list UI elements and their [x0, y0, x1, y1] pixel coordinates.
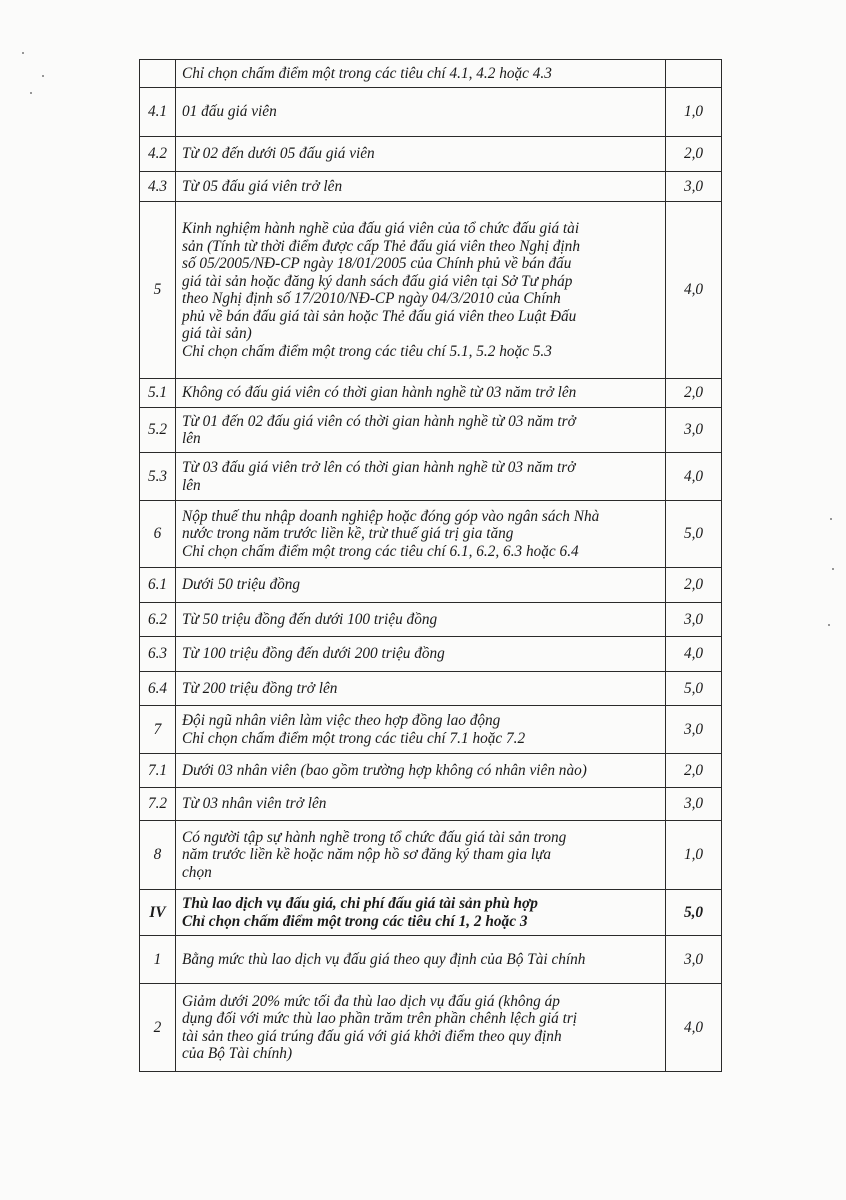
criterion-description: [176, 568, 666, 603]
criterion-description: [176, 754, 666, 788]
criterion-description: [176, 202, 666, 379]
criterion-line: Từ 03 nhân viên trở lên: [182, 795, 327, 813]
criterion-number: 5.2: [140, 408, 176, 453]
scan-speck: [828, 624, 830, 626]
criterion-score: 2,0: [666, 568, 722, 603]
criteria-table: [139, 59, 722, 1072]
criterion-description: [176, 672, 666, 706]
criterion-description: [176, 408, 666, 453]
scan-speck: [30, 92, 32, 94]
criteria-row: [140, 88, 722, 137]
criterion-line: Chỉ chọn chấm điểm một trong các tiêu chí 5.1, 5.2 hoặc 5.3: [182, 342, 552, 360]
criteria-row: [140, 172, 722, 202]
criterion-number: IV: [140, 890, 176, 936]
criterion-line: Chỉ chọn chấm điểm một trong các tiêu chí 1, 2 hoặc 3: [182, 912, 528, 930]
criterion-score: 1,0: [666, 88, 722, 137]
criterion-score: [666, 60, 722, 88]
criterion-score: 4,0: [666, 453, 722, 501]
criteria-row: [140, 637, 722, 672]
criterion-line: Có người tập sự hành nghề trong tổ chức đấu giá tài sản trong: [182, 828, 567, 846]
criterion-number: 8: [140, 821, 176, 890]
criterion-score: 3,0: [666, 172, 722, 202]
criterion-line: chọn: [182, 863, 212, 881]
criterion-score: 5,0: [666, 672, 722, 706]
criteria-row: [140, 672, 722, 706]
criterion-score: 4,0: [666, 202, 722, 379]
criteria-row: [140, 821, 722, 890]
criterion-score: 4,0: [666, 637, 722, 672]
criterion-description: [176, 603, 666, 637]
criterion-score: 3,0: [666, 788, 722, 821]
criterion-line: 01 đấu giá viên: [182, 103, 277, 121]
criterion-line: Dưới 03 nhân viên (bao gồm trường hợp không có nhân viên nào): [182, 761, 587, 779]
criteria-row: [140, 603, 722, 637]
criteria-row: [140, 408, 722, 453]
criteria-row: [140, 936, 722, 984]
criterion-line: Từ 100 triệu đồng đến dưới 200 triệu đồng: [182, 645, 445, 663]
criterion-number: [140, 60, 176, 88]
criterion-line: Nộp thuế thu nhập doanh nghiệp hoặc đóng góp vào ngân sách Nhà: [182, 507, 600, 525]
criterion-line: Chỉ chọn chấm điểm một trong các tiêu chí 4.1, 4.2 hoặc 4.3: [182, 64, 552, 82]
criterion-line: lên: [182, 476, 201, 494]
criterion-score: 2,0: [666, 137, 722, 172]
criteria-row: [140, 706, 722, 754]
criterion-line: của Bộ Tài chính): [182, 1045, 293, 1062]
criterion-line: Từ 01 đến 02 đấu giá viên có thời gian hành nghề từ 03 năm trở: [182, 412, 576, 430]
criteria-row: [140, 60, 722, 88]
criterion-score: 3,0: [666, 936, 722, 984]
criterion-line: giá tài sản hoặc đăng ký danh sách đấu giá viên tại Sở Tư pháp: [182, 272, 573, 290]
criterion-line: lên: [182, 430, 201, 447]
criterion-line: năm trước liền kề hoặc năm nộp hồ sơ đăng ký tham gia lựa: [182, 846, 552, 864]
criterion-number: 4.3: [140, 172, 176, 202]
criterion-line: Chỉ chọn chấm điểm một trong các tiêu chí 7.1 hoặc 7.2: [182, 729, 526, 747]
criteria-row: [140, 137, 722, 172]
criterion-line: số 05/2005/NĐ-CP ngày 18/01/2005 của Chính phủ về bán đấu: [182, 255, 572, 272]
criterion-line: phủ về bán đấu giá tài sản hoặc Thẻ đấu giá viên theo Luật Đấu: [182, 307, 577, 325]
criterion-line: Thù lao dịch vụ đấu giá, chi phí đấu giá tài sản phù hợp: [182, 895, 538, 912]
criterion-number: 6.2: [140, 603, 176, 637]
scan-speck: [832, 568, 834, 570]
criterion-description: [176, 172, 666, 202]
criterion-score: 1,0: [666, 821, 722, 890]
criterion-description: [176, 137, 666, 172]
criterion-score: 3,0: [666, 408, 722, 453]
criteria-row: [140, 890, 722, 936]
criterion-line: Chỉ chọn chấm điểm một trong các tiêu chí 6.1, 6.2, 6.3 hoặc 6.4: [182, 542, 579, 560]
criterion-number: 1: [140, 936, 176, 984]
criterion-line: Từ 05 đấu giá viên trở lên: [182, 177, 343, 195]
criterion-number: 7: [140, 706, 176, 754]
criterion-description: [176, 890, 666, 936]
criterion-line: Từ 02 đến dưới 05 đấu giá viên: [182, 145, 375, 163]
criteria-row: [140, 754, 722, 788]
criteria-row: [140, 984, 722, 1072]
criteria-row: [140, 501, 722, 568]
criterion-line: Kinh nghiệm hành nghề của đấu giá viên của tổ chức đấu giá tài: [182, 220, 580, 237]
criterion-number: 6: [140, 501, 176, 568]
criteria-row: [140, 202, 722, 379]
criterion-number: 6.1: [140, 568, 176, 603]
criterion-line: Dưới 50 triệu đồng: [182, 576, 301, 594]
criterion-number: 6.3: [140, 637, 176, 672]
criterion-line: Không có đấu giá viên có thời gian hành nghề từ 03 năm trở lên: [182, 384, 577, 402]
criterion-number: 4.1: [140, 88, 176, 137]
criterion-description: [176, 60, 666, 88]
criterion-score: 3,0: [666, 603, 722, 637]
criterion-line: theo Nghị định số 17/2010/NĐ-CP ngày 04/3/2010 của Chính: [182, 290, 561, 307]
criterion-line: Từ 50 triệu đồng đến dưới 100 triệu đồng: [182, 610, 438, 628]
criterion-score: 4,0: [666, 984, 722, 1072]
criterion-score: 5,0: [666, 501, 722, 568]
criterion-description: [176, 379, 666, 408]
criterion-number: 5.1: [140, 379, 176, 408]
criterion-number: 5: [140, 202, 176, 379]
criteria-row: [140, 568, 722, 603]
criterion-description: [176, 936, 666, 984]
criterion-line: tài sản theo giá trúng đấu giá với giá khởi điểm theo quy định: [182, 1027, 562, 1045]
criterion-description: [176, 788, 666, 821]
criterion-number: 5.3: [140, 453, 176, 501]
criterion-description: [176, 706, 666, 754]
criteria-row: [140, 379, 722, 408]
criterion-number: 7.1: [140, 754, 176, 788]
criterion-line: Bằng mức thù lao dịch vụ đấu giá theo quy định của Bộ Tài chính: [182, 950, 586, 968]
criterion-score: 5,0: [666, 890, 722, 936]
criterion-line: Từ 03 đấu giá viên trở lên có thời gian hành nghề từ 03 năm trở: [182, 459, 576, 476]
criterion-score: 2,0: [666, 379, 722, 408]
criterion-description: [176, 984, 666, 1072]
criterion-description: [176, 637, 666, 672]
criterion-line: Đội ngũ nhân viên làm việc theo hợp đồng lao động: [182, 712, 501, 729]
criterion-line: Giảm dưới 20% mức tối đa thù lao dịch vụ đấu giá (không áp: [182, 992, 560, 1010]
criterion-score: 2,0: [666, 754, 722, 788]
criterion-number: 4.2: [140, 137, 176, 172]
criterion-line: sản (Tính từ thời điểm được cấp Thẻ đấu giá viên theo Nghị định: [182, 237, 580, 255]
criterion-line: giá tài sản): [182, 325, 252, 342]
criteria-table-body: [140, 60, 722, 1072]
criteria-row: [140, 788, 722, 821]
criterion-description: [176, 821, 666, 890]
criterion-number: 2: [140, 984, 176, 1072]
scan-speck: [42, 75, 44, 77]
criterion-description: [176, 501, 666, 568]
scan-speck: [830, 518, 832, 520]
scan-speck: [22, 52, 24, 54]
criterion-description: [176, 453, 666, 501]
criterion-score: 3,0: [666, 706, 722, 754]
criteria-row: [140, 453, 722, 501]
criterion-line: Từ 200 triệu đồng trở lên: [182, 679, 338, 697]
criterion-description: [176, 88, 666, 137]
criterion-number: 7.2: [140, 788, 176, 821]
criterion-line: dụng đối với mức thù lao phần trăm trên phần chênh lệch giá trị: [182, 1010, 578, 1027]
criterion-number: 6.4: [140, 672, 176, 706]
criterion-line: nước trong năm trước liền kề, trừ thuế giá trị gia tăng: [182, 525, 514, 543]
